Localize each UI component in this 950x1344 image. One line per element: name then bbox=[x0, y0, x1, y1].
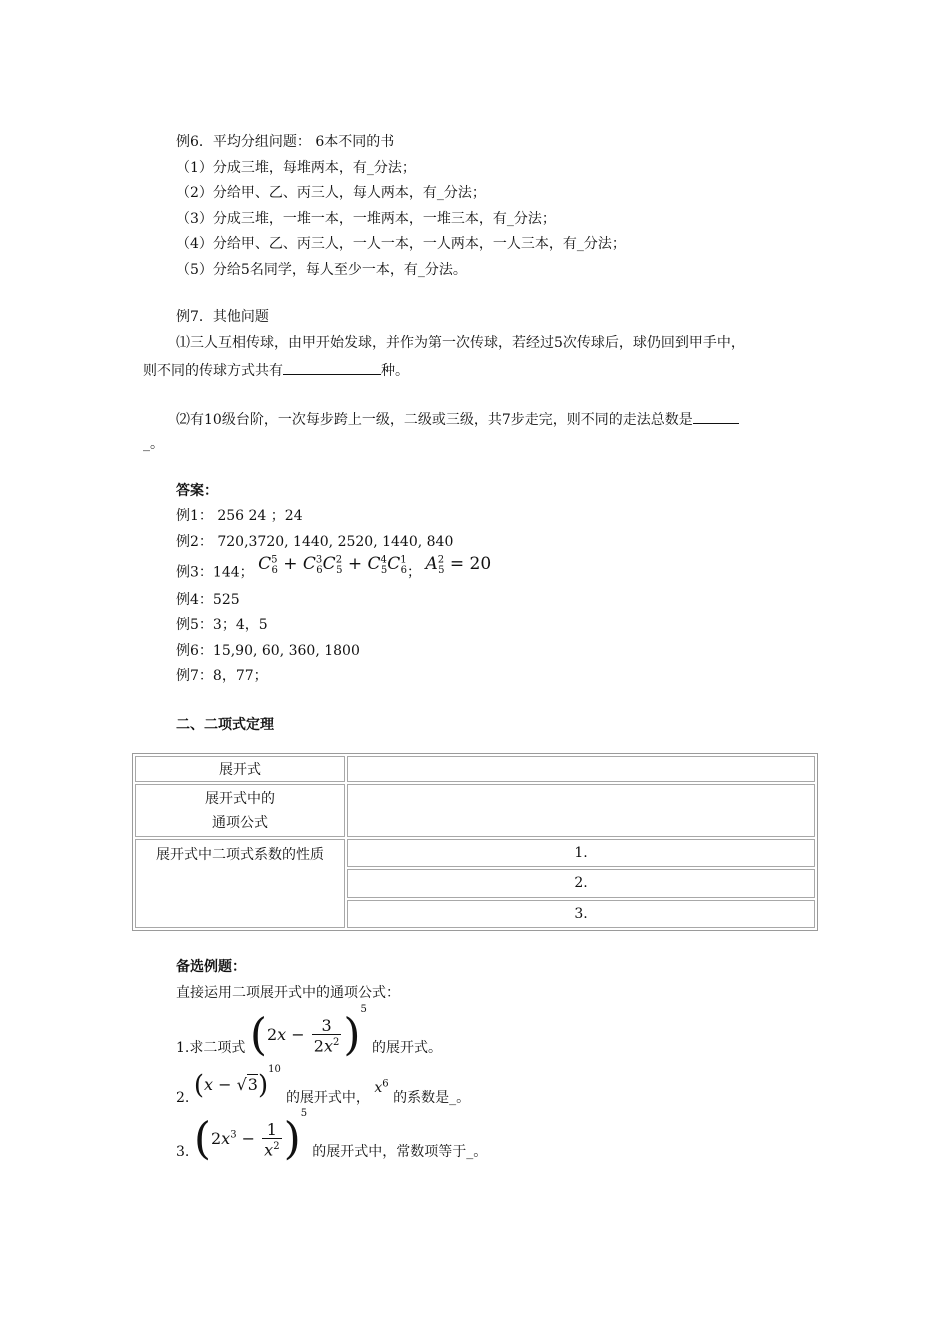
q1-prefix: 1.求二项式 bbox=[176, 1040, 246, 1057]
q1-expression: (2x − $\frac{3}{2x^2}$ )$^5$ bbox=[249, 1004, 367, 1061]
q2-expression: $(x - √3)^{10}$ bbox=[193, 1064, 281, 1101]
ex7-p1-text-b: 种。 bbox=[381, 363, 409, 379]
ex7-p2-text: ⑵有10级台阶，一次每步跨上一级，二级或三级，共7步走完，则不同的走法总数是 bbox=[176, 412, 693, 428]
answer-1: 例1： 256 24 ；24 bbox=[176, 508, 303, 524]
row-general-term-cell bbox=[347, 784, 815, 837]
ex7-p1-line1: ⑴三人互相传球，由甲开始发球，并作为第一次传球，若经过5次传球后，球仍回到甲手中， bbox=[176, 335, 745, 351]
extra-heading: 备选例题： bbox=[176, 959, 246, 975]
ex7-p1-line2 bbox=[143, 360, 409, 380]
arrangement-formula: $A^2_5 = 20$ bbox=[425, 553, 492, 577]
row-general-term-label bbox=[135, 784, 345, 837]
q3-suffix: 的展开式中，常数项等于_。 bbox=[312, 1144, 488, 1161]
question-1 bbox=[176, 1002, 442, 1066]
ex6-item-1: （1）分成三堆，每堆两本，有_分法； bbox=[176, 160, 416, 176]
binomial-table bbox=[132, 753, 818, 931]
question-3 bbox=[176, 1106, 487, 1170]
answer-blank bbox=[283, 360, 381, 375]
property-1: 1. bbox=[347, 839, 815, 867]
general-term-label-line1: 展开式中的 bbox=[205, 790, 275, 807]
answer-3: 例3：144； $C^5_6 + C^3_6C^2_5 + C^4_5C^1_6$； $A^2_5 = 20$ bbox=[176, 553, 492, 581]
answer-4: 例4：525 bbox=[176, 592, 240, 608]
ex6-item-4: （4）分给甲、乙、丙三人，一人一本，一人两本，一人三本，有_分法； bbox=[176, 236, 626, 252]
ex7-p2-line1 bbox=[176, 409, 739, 429]
extra-intro: 直接运用二项展开式中的通项公式： bbox=[176, 985, 400, 1001]
q2-power: $x^6$ bbox=[374, 1078, 389, 1097]
q3-prefix: 3. bbox=[176, 1144, 190, 1161]
row-expansion-label: 展开式 bbox=[135, 756, 345, 782]
ex6-item-3: （3）分成三堆，一堆一本，一堆两本，一堆三本，有_分法； bbox=[176, 211, 556, 227]
combination-formula: $C^5_6 + C^3_6C^2_5 + C^4_5C^1_6$ bbox=[258, 553, 408, 577]
answer-6: 例6：15,90, 60, 360, 1800 bbox=[176, 643, 360, 659]
ex7-p1-text-a: 则不同的传球方式共有 bbox=[143, 363, 283, 379]
question-2 bbox=[176, 1062, 470, 1106]
ex6-item-2: （2）分给甲、乙、丙三人，每人两本，有_分法； bbox=[176, 185, 486, 201]
answer-2: 例2： 720,3720, 1440, 2520, 1440, 840 bbox=[176, 534, 454, 550]
ex6-title: 例6．平均分组问题： 6本不同的书 bbox=[176, 134, 395, 150]
ex6-item-5: （5）分给5名同学，每人至少一本，有_分法。 bbox=[176, 262, 467, 278]
q1-suffix: 的展开式。 bbox=[372, 1040, 443, 1057]
q2-suffix: 的系数是_。 bbox=[393, 1090, 471, 1107]
property-2: 2. bbox=[347, 869, 815, 897]
answer-5: 例5：3；4，5 bbox=[176, 617, 268, 633]
q2-prefix: 2. bbox=[176, 1090, 190, 1107]
section-heading-binomial: 二、二项式定理 bbox=[176, 717, 274, 733]
row-properties-label: 展开式中二项式系数的性质 bbox=[135, 839, 345, 928]
q3-expression: ($2x^3$ − $\frac{1}{x^2}$ )$^5$ bbox=[193, 1108, 308, 1165]
property-3: 3. bbox=[347, 900, 815, 928]
answers-heading: 答案： bbox=[176, 483, 218, 499]
ex7-title: 例7．其他问题 bbox=[176, 309, 269, 325]
answer-3-prefix: 例3：144； bbox=[176, 564, 254, 581]
ex7-p2-line2: _。 bbox=[143, 436, 164, 452]
answer-blank bbox=[693, 409, 739, 424]
row-expansion-cell bbox=[347, 756, 815, 782]
q2-mid: 的展开式中， bbox=[285, 1090, 370, 1107]
answer-7: 例7：8，77； bbox=[176, 668, 268, 684]
general-term-label-line2: 通项公式 bbox=[212, 814, 268, 831]
